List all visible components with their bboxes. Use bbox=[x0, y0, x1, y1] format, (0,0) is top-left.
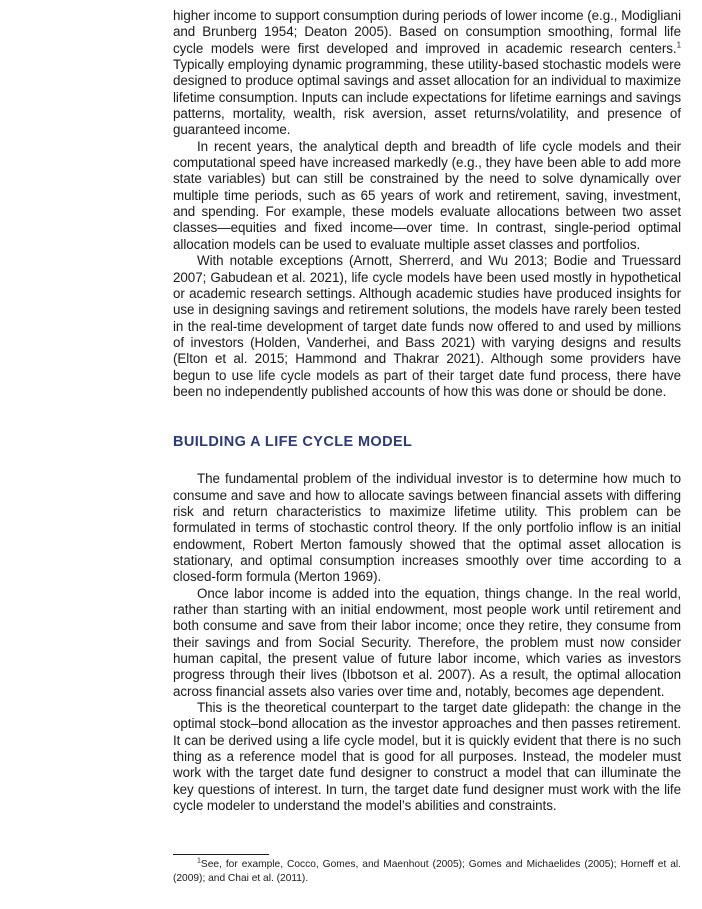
footnote-reference[interactable]: 1 bbox=[676, 40, 681, 50]
section-heading: BUILDING A LIFE CYCLE MODEL bbox=[173, 434, 413, 451]
footnote-divider bbox=[173, 854, 269, 855]
paragraph-fundamental-problem: The fundamental problem of the individual investor is to determine how much to consume and save and how to allocate savings between financial assets with differing risk and return characteristics to maximize lifetime utility. This problem can be formulated in terms of stochastic control theory. If the only portfolio inflow is an initial endowment, Robert Merton famously showed that the optimal asset allocation is stationary, and optimal consumption increases smoothly over time according to a closed-form formula (Merton 1969). bbox=[173, 471, 681, 585]
page-body bbox=[173, 8, 681, 814]
footnote-mark: 1 bbox=[197, 857, 201, 865]
footnote-text: See, for example, Cocco, Gomes, and Maenhout (2005); Gomes and Michaelides (2005); Horneff et al. (2009); and Chai et al. (2011). bbox=[173, 859, 681, 884]
paragraph-consumption-smoothing bbox=[173, 8, 681, 139]
paragraph-recent-years: In recent years, the analytical depth and breadth of life cycle models and their computational speed have increased markedly (e.g., they have been able to add more state variables) but can still be constrained by the need to solve dynamically over multiple time periods, such as 65 years of work and retirement, saving, investment, and spending. For example, these models evaluate allocations between two asset classes—equities and fixed income—over time. In contrast, single-period optimal allocation models can be used to evaluate multiple asset classes and portfolios. bbox=[173, 138, 681, 252]
paragraph-glidepath: This is the theoretical counterpart to the target date glidepath: the change in the optimal stock–bond allocation as the investor approaches and then passes retirement. It can be derived using a life cycle model, but it is quickly evident that there is no such thing as a reference model that is good for all purposes. Instead, the modeler must work with the target date fund designer to construct a model that can illuminate the key questions of interest. In turn, the target date fund designer must work with the life cycle modeler to understand the model’s abilities and constraints. bbox=[173, 700, 681, 814]
paragraph-text: Typically employing dynamic programming, these utility-based stochastic models were designed to produce optimal savings and asset allocation for an individual to maximize lifetime consumption. Inputs can include expectations for lifetime earnings and savings patterns, mortality, wealth, risk aversion, asset returns/volatility, and presence of guaranteed income. bbox=[173, 57, 681, 138]
paragraph-notable-exceptions: With notable exceptions (Arnott, Sherrerd, and Wu 2013; Bodie and Truessard 2007; Gabudean et al. 2021), life cycle models have been used mostly in hypothetical or academic research settings. Although academic studies have produced insights for use in designing savings and retirement solutions, the models have rarely been tested in the real-time development of target date funds now offered to and used by millions of investors (Holden, Vanderhei, and Bass 2021) with varying designs and results (Elton et al. 2015; Hammond and Thakrar 2021). Although some providers have begun to use life cycle models as part of their target date fund process, there have been no independently published accounts of how this was done or should be done. bbox=[173, 253, 681, 399]
paragraph-labor-income: Once labor income is added into the equation, things change. In the real world, rather than starting with an initial endowment, most people work until retirement and both consume and save from their labor income; once they retire, they consume from their savings and from Social Security. Therefore, the problem must now consider human capital, the present value of future labor income, which varies as investors progress through their lives (Ibbotson et al. 2007). As a result, the optimal allocation across financial assets also varies over time and, notably, becomes age dependent. bbox=[173, 585, 681, 699]
paragraph-text: higher income to support consumption during periods of lower income (e.g., Modigliani and Brunberg 1954; Deaton 2005). Based on consumption smoothing, formal life cycle models were first developed and improved in academic research centers. bbox=[173, 8, 681, 56]
footnote bbox=[173, 858, 681, 886]
